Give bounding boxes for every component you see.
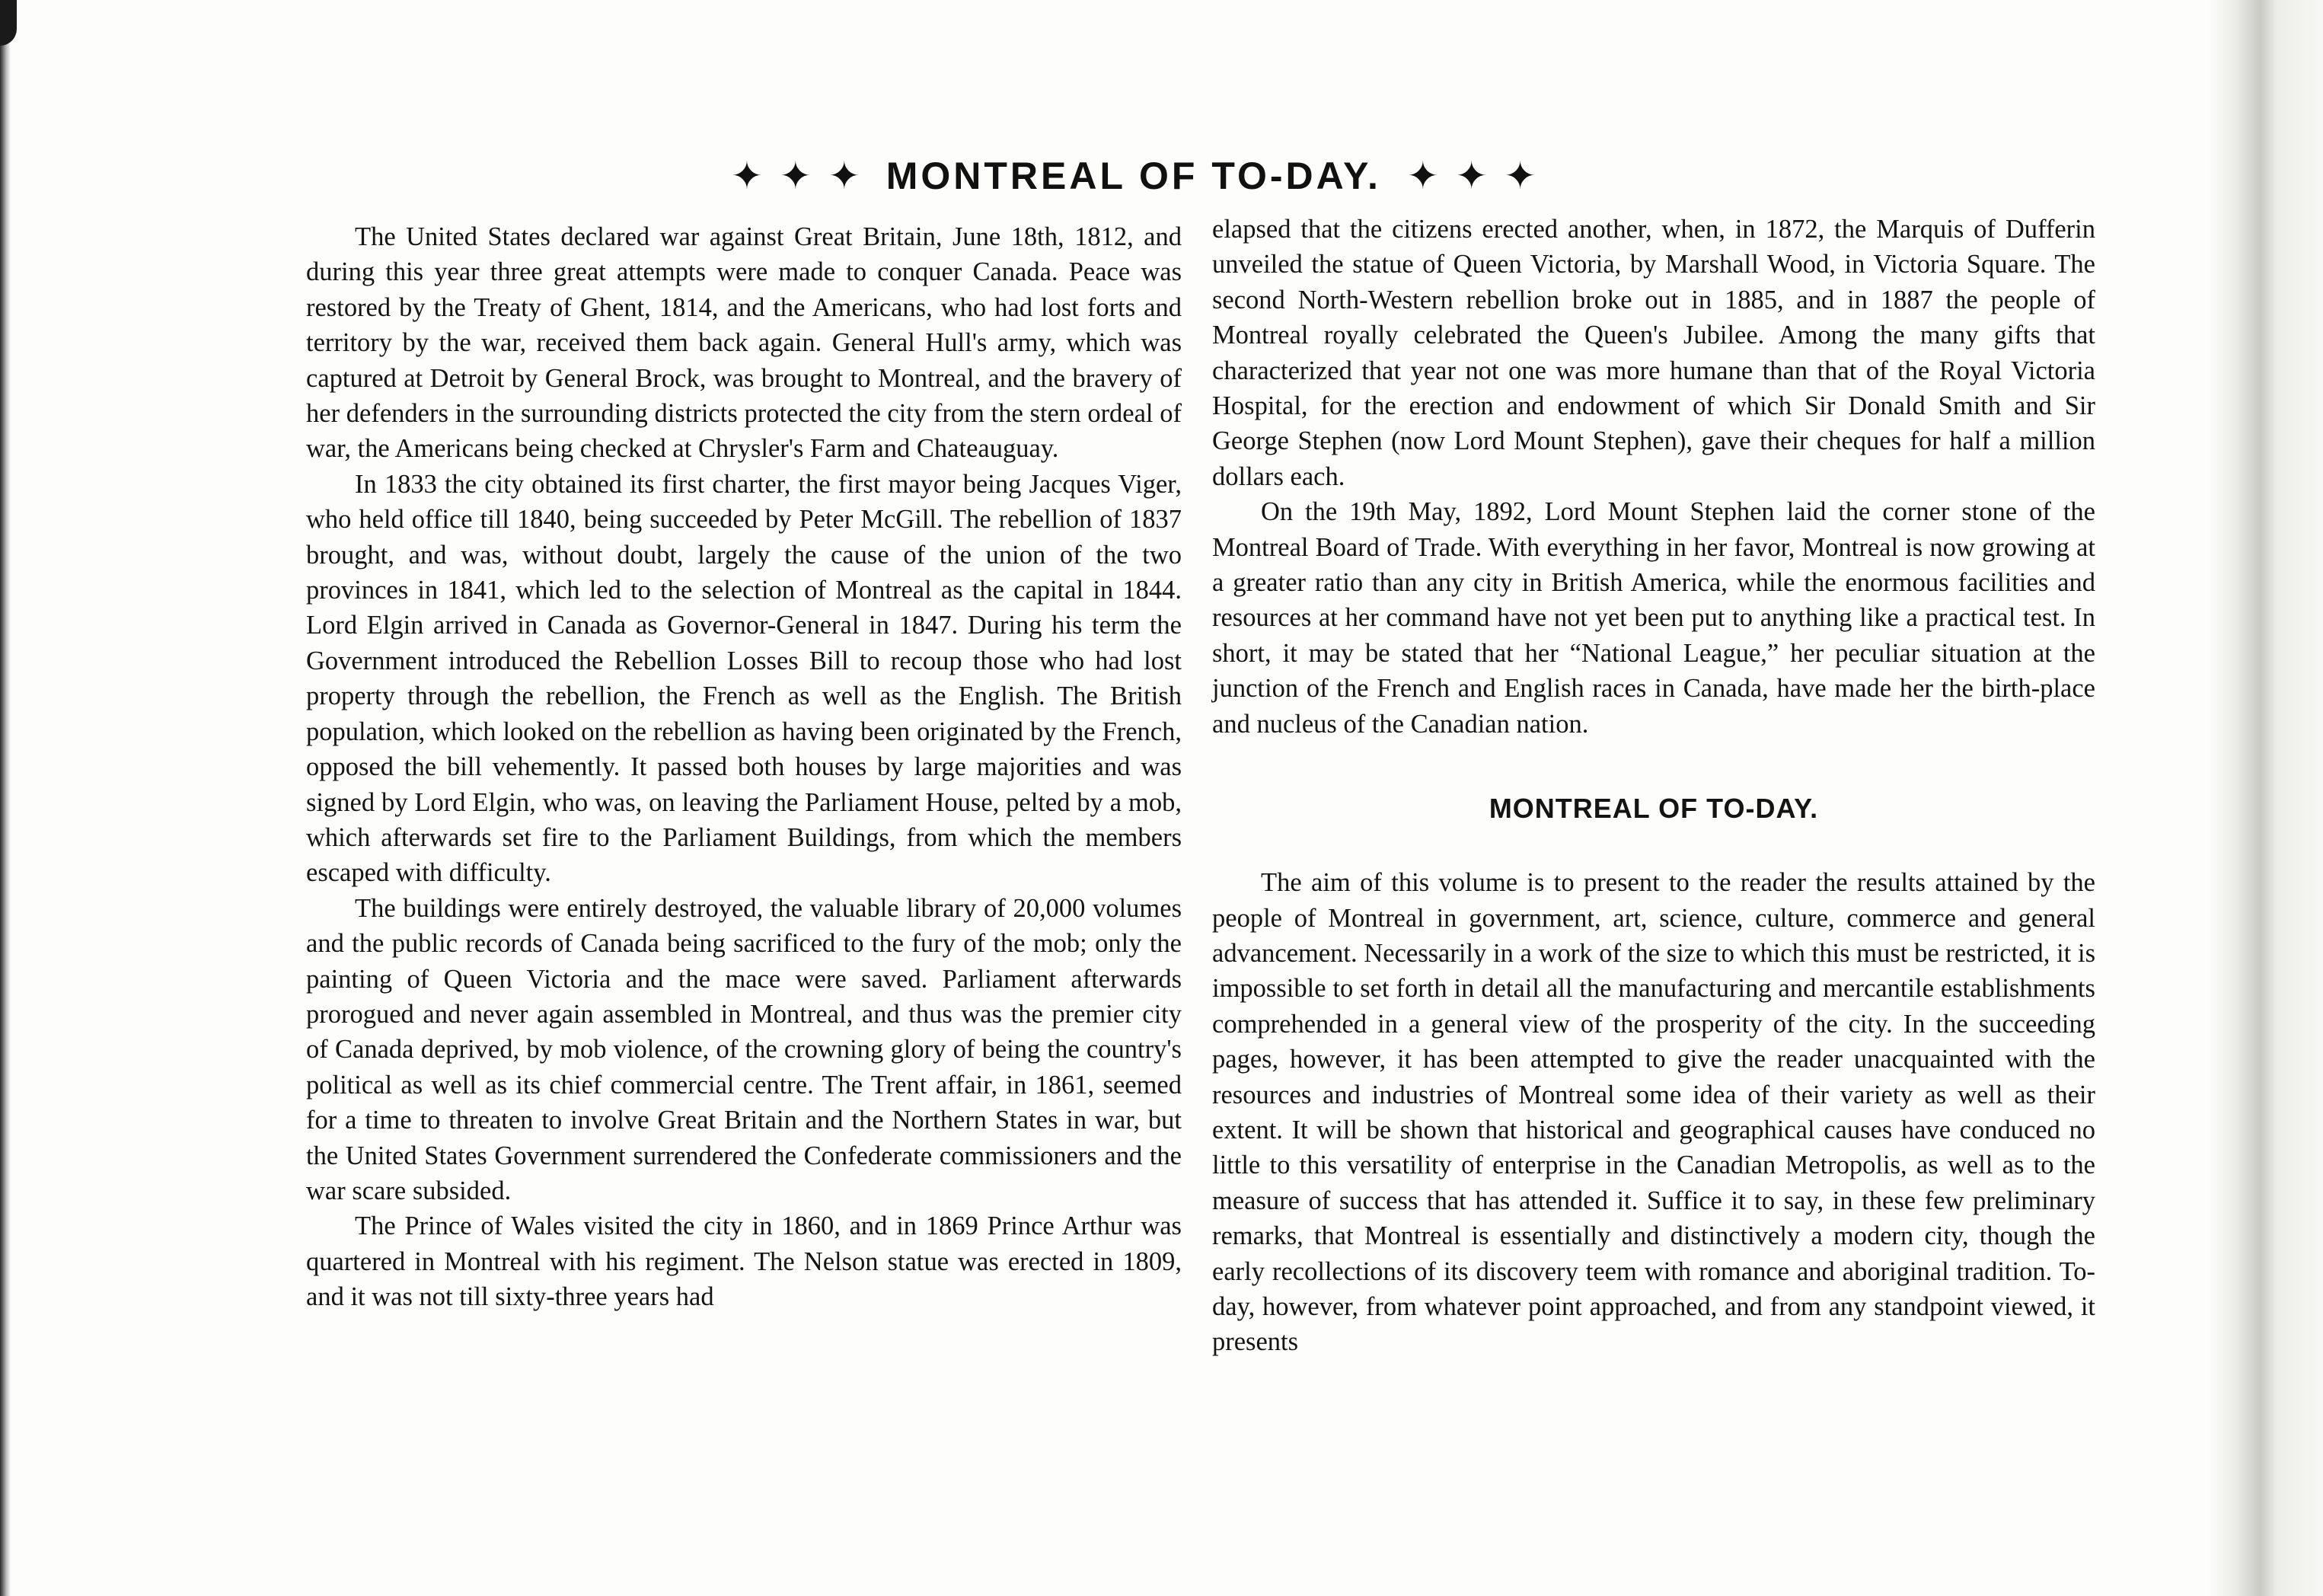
- paragraph-buildings-destroyed: The buildings were entirely destroyed, the valuable library of 20,000 volumes and the public records of Canada being sacrificed to the fury of the mob; only the painting of Queen Victoria and the mace were saved. Parliament afterwards prorogued and never again assembled in Montreal, and thus was the premier city of Canada deprived, by mob violence, of the crowning glory of being the country's political as well as its chief commercial centre. The Trent affair, in 1861, seemed for a time to threaten to involve Great Britain and the Northern States in war, but the United States Government surrendered the Confederate commissioners and the war scare subsided.: [306, 893, 1182, 1205]
- ornament-cross-icon: ✦: [828, 154, 860, 198]
- page-left-edge: [0, 0, 11, 1596]
- ornament-cross-icon: ✦: [1504, 154, 1536, 198]
- paragraph-city-charter: In 1833 the city obtained its first charter, the first mayor being Jacques Viger, who held office till 1840, being succeeded by Peter McGill. The rebellion of 1837 brought, and was, without doubt, largely the cause of the union of the two provinces in 1841, which led to the selection of Montreal as the capital in 1844. Lord Elgin arrived in Canada as Governor-General in 1847. During his term the Government introduced the Rebellion Losses Bill to recoup those who had lost property through the rebellion, the French as well as the English. The British population, which looked on the rebellion as having been originated by the French, opposed the bill vehemently. It passed both houses by large majorities and was signed by Lord Elgin, who was, on leaving the Parliament House, pelted by a mob, which afterwards set fire to the Parliament Buildings, from which the members escaped with difficulty.: [306, 469, 1182, 888]
- paragraph-war-of-1812: The United States declared war against Great Britain, June 18th, 1812, and during this year three great attempts were made to conquer Canada. Peace was restored by the Treaty of Ghent, 1814, and the Americans, who had lost forts and territory by the war, received them back again. General Hull's army, which was captured at Detroit by General Brock, was brought to Montreal, and the bravery of her defenders in the surrounding districts protected the city from the stern ordeal of war, the Americans being checked at Chrysler's Farm and Chateauguay.: [306, 222, 1182, 464]
- paragraph-queen-victoria-statue: elapsed that the citizens erected another, when, in 1872, the Marquis of Dufferin unveiled the statue of Queen Victoria, by Marshall Wood, in Victoria Square. The second North-Western rebellion broke out in 1885, and in 1887 the people of Montreal royally celebrated the Queen's Jubilee. Among the many gifts that characterized that year not one was more humane than that of the Royal Victoria Hospital, for the erection and endowment of which Sir Donald Smith and Sir George Stephen (now Lord Mount Stephen), gave their cheques for half a million dollars each.: [1212, 215, 2095, 491]
- paragraph-board-of-trade: On the 19th May, 1892, Lord Mount Stephen laid the corner stone of the Montreal Board of Trade. With everything in her favor, Montreal is now growing at a greater ratio than any city in British America, while the enormous facilities and resources at her command have not yet been put to anything like a practical test. In short, it may be stated that her “National League,” her peculiar situation at the junction of the French and English races in Canada, have made her the birth-place and nucleus of the Canadian nation.: [1212, 497, 2095, 739]
- ornament-cross-icon: ✦: [1455, 154, 1488, 198]
- page-header: [731, 149, 1645, 203]
- ornament-cross-icon: ✦: [1406, 154, 1439, 198]
- page-corner-mark: [0, 0, 17, 46]
- page-right-margin: [2209, 0, 2323, 1596]
- left-text-column: [306, 219, 1182, 1315]
- paragraph-prince-of-wales: The Prince of Wales visited the city in 1860, and in 1869 Prince Arthur was quartered in Montreal with his regiment. The Nelson statue was erected in 1809, and it was not till sixty-three years had: [306, 1211, 1182, 1312]
- ornament-cross-icon: ✦: [731, 154, 763, 198]
- right-text-column: [1212, 212, 2095, 1360]
- page-title: MONTREAL OF TO-DAY.: [885, 155, 1381, 197]
- section-heading: MONTREAL OF TO-DAY.: [1489, 793, 1819, 825]
- paragraph-aim-of-volume: The aim of this volume is to present to the reader the results attained by the people of Montreal in government, art, science, culture, commerce and general advancement. Necessarily in a work of the size to which this must be restricted, it is impossible to set forth in detail all the manufacturing and mercantile establishments comprehended in a general view of the prosperity of the city. In the succeeding pages, however, it has been attempted to give the reader unacquainted with the resources and industries of Montreal some idea of their variety as well as their extent. It will be shown that historical and geographical causes have conduced no little to this versatility of enterprise in the Canadian Metropolis, as well as to the measure of success that has attended it. Suffice it to say, in these few preliminary remarks, that Montreal is essentially and distinctively a modern city, though the early recollections of its discovery teem with romance and aboriginal tradition. To-day, however, from whatever point approached, and from any standpoint viewed, it presents: [1212, 868, 2095, 1357]
- ornament-cross-icon: ✦: [779, 154, 812, 198]
